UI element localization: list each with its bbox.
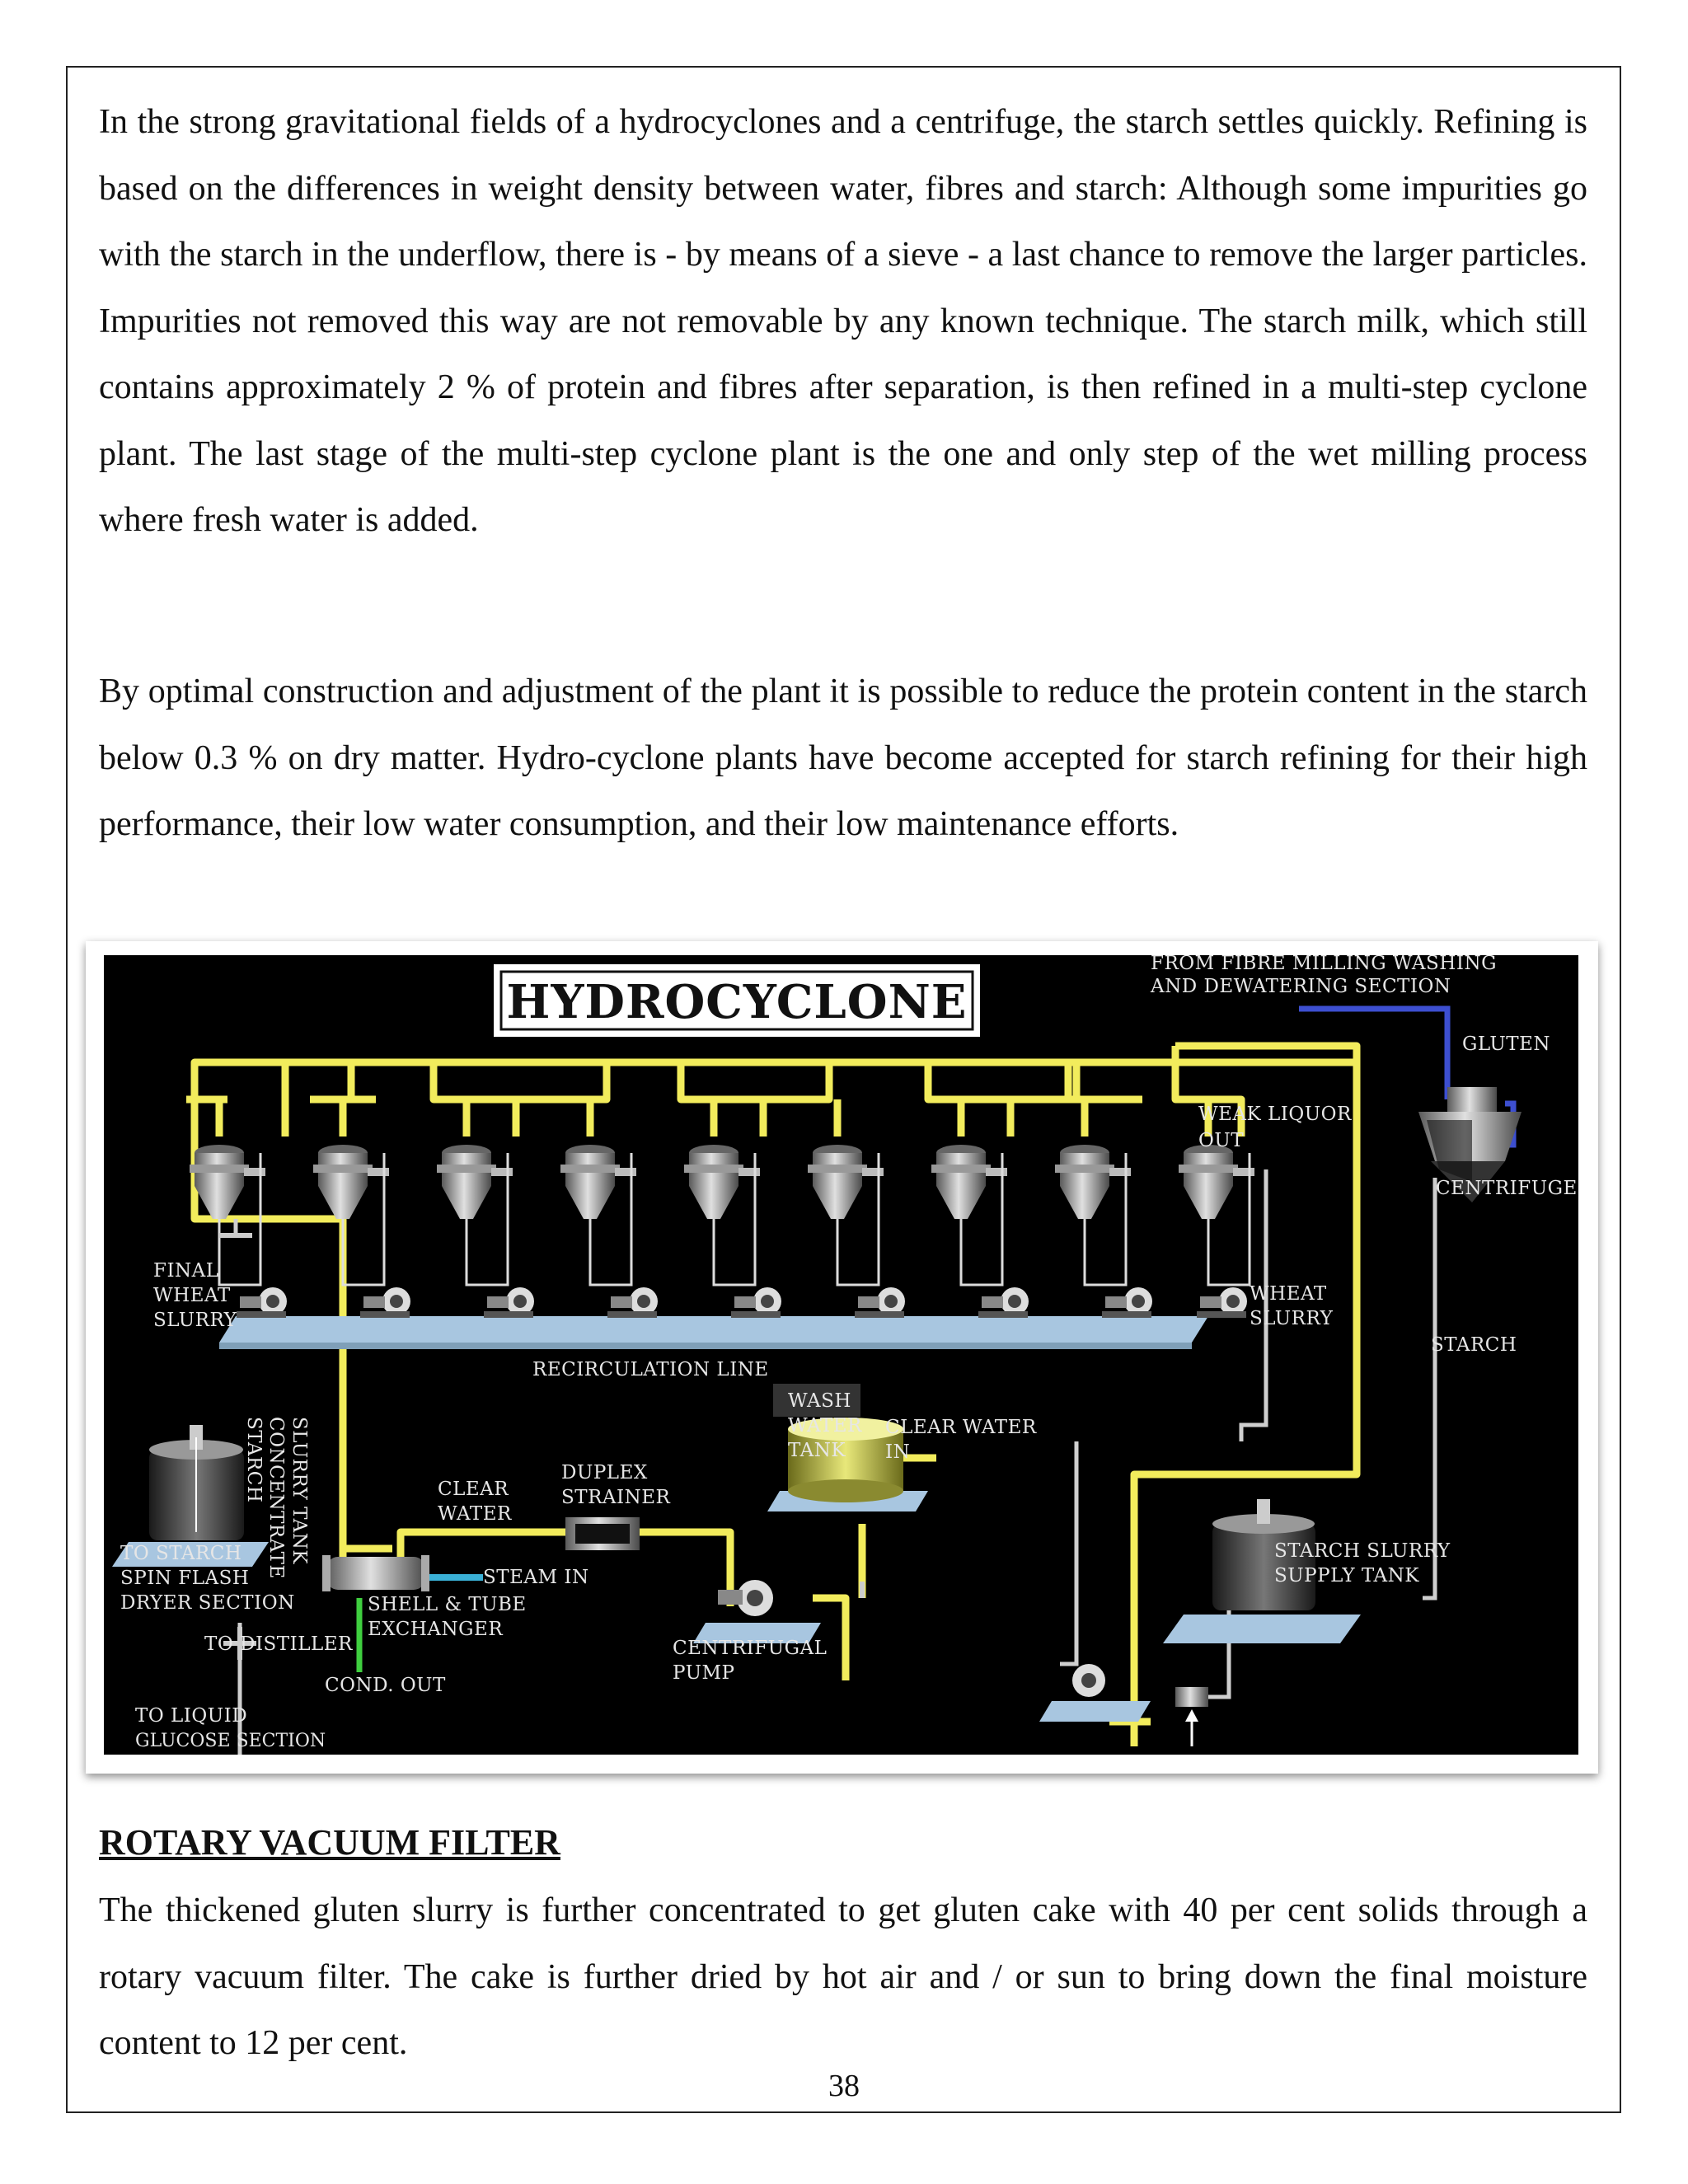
label-to-liquid-2: GLUCOSE SECTION (135, 1731, 326, 1751)
label-recirculation-line: RECIRCULATION LINE (532, 1359, 769, 1380)
duplex-strainer (565, 1517, 640, 1550)
label-centrifugal-pump-2: PUMP (673, 1662, 735, 1684)
label-to-liquid-1: TO LIQUID (135, 1705, 248, 1727)
label-weak-liquor-1: WEAK LIQUOR (1198, 1104, 1352, 1125)
label-weak-liquor-2: OUT (1198, 1130, 1245, 1151)
label-to-distiller: TO DISTILLER (204, 1633, 353, 1655)
label-clear-water-2: WATER (438, 1503, 512, 1525)
label-gluten: GLUTEN (1462, 1033, 1551, 1055)
label-wash-1: WASH (788, 1390, 851, 1412)
label-to-starch-1: TO STARCH (120, 1543, 242, 1564)
hydrocyclone-row (190, 1145, 1254, 1219)
label-starch: STARCH (1431, 1334, 1517, 1356)
label-from-fibre-2: AND DEWATERING SECTION (1151, 976, 1451, 997)
label-to-starch-2: SPIN FLASH (120, 1568, 250, 1589)
hydrocyclone-figure (86, 941, 1598, 1774)
shell-tube-exchanger (322, 1555, 429, 1591)
label-from-fibre-1: FROM FIBRE MILLING WASHING (1151, 955, 1497, 974)
label-centrifugal-pump-1: CENTRIFUGAL (673, 1638, 828, 1659)
label-shell-tube-2: EXCHANGER (368, 1619, 504, 1640)
label-final-1: FINAL (153, 1260, 219, 1282)
paragraph-rotary-vacuum-filter: The thickened gluten slurry is further concentrated to get gluten cake with 40 per cent solids through a rotary vacuum filter. The cake is further dried by hot air and / or sun to bring down the final moisture content to 12 per cent. (99, 1891, 1587, 2062)
label-clear-water-1: CLEAR (438, 1479, 509, 1500)
label-concentrate-starch-1: CONCENTRATE (265, 1417, 287, 1579)
paragraph-hydrocyclone-intro: In the strong gravitational fields of a hydrocyclones and a centrifuge, the starch settles quickly. Refining is based on the differences in weight density between water, fibres and starch: Although some impurities go with the starch in the underflow, there is - by means of a sieve - a last chance to remove the larger particles. Impurities not removed this way are not removable by any known technique. The starch milk, which still contains approximately 2 % of protein and fibres after separation, is then refined in a multi-step cyclone plant. The last stage of the multi-step cyclone plant is the one and only step of the wet milling process where fresh water is added. (99, 103, 1587, 539)
label-wash-3: TANK (788, 1440, 846, 1461)
label-slurry-tank: SLURRY TANK (288, 1417, 310, 1565)
label-final-2: WHEAT (153, 1285, 231, 1306)
label-wheat-slurry-1: WHEAT (1250, 1283, 1327, 1305)
label-cond-out: COND. OUT (325, 1675, 446, 1696)
label-centrifuge: CENTRIFUGE (1436, 1178, 1578, 1199)
label-concentrate-starch-2: STARCH (243, 1417, 265, 1503)
label-duplex-1: DUPLEX (561, 1462, 648, 1483)
diagram-title (495, 965, 979, 1036)
recirculation-platform (219, 1316, 1208, 1349)
label-supply-tank-2: SUPPLY TANK (1274, 1565, 1419, 1586)
paragraph-hydrocyclone-benefits: By optimal construction and adjustment of the plant it is possible to reduce the protein content in the starch below 0.3 % on dry matter. Hydro-cyclone plants have become accepted for starch refining for their high performance, their low water consumption, and their low maintenance efforts. (99, 673, 1587, 843)
label-steam-in: STEAM IN (483, 1567, 589, 1588)
label-clear-water-in-1: CLEAR WATER (885, 1417, 1037, 1438)
label-duplex-2: STRAINER (561, 1487, 671, 1508)
label-shell-tube-1: SHELL & TUBE (368, 1594, 527, 1615)
label-to-starch-3: DRYER SECTION (120, 1592, 295, 1614)
section-heading-rotary-vacuum-filter: ROTARY VACUUM FILTER (99, 1822, 560, 1863)
page-number: 38 (828, 2069, 860, 2103)
label-supply-tank-1: STARCH SLURRY (1274, 1540, 1451, 1562)
svg-text:HYDROCYCLONE: HYDROCYCLONE (506, 975, 968, 1029)
label-wash-2: WATER (788, 1415, 862, 1436)
label-final-3: SLURRY (153, 1310, 237, 1331)
hydrocyclone-diagram (104, 955, 1578, 1755)
label-wheat-slurry-2: SLURRY (1250, 1308, 1334, 1329)
label-clear-water-in-2: IN (885, 1441, 911, 1463)
